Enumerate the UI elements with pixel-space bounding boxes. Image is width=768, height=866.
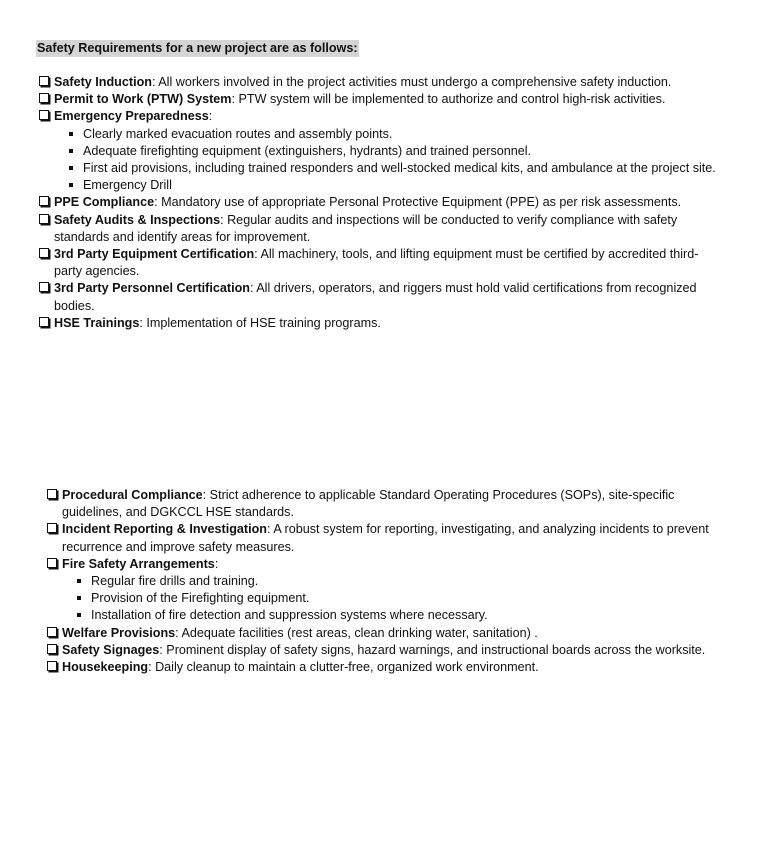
checkbox-bullet-icon bbox=[47, 489, 57, 499]
list-item-ppe-compliance bbox=[36, 194, 726, 211]
item-title: Incident Reporting & Investigation bbox=[62, 522, 268, 537]
square-bullet-icon bbox=[77, 613, 81, 617]
list-item-safety-signages bbox=[44, 642, 734, 659]
sublist-item bbox=[65, 143, 726, 160]
sublist-item bbox=[73, 590, 734, 607]
checkbox-bullet-icon bbox=[39, 214, 49, 224]
sublist-item bbox=[73, 607, 734, 624]
list-item-personnel-certification bbox=[36, 280, 726, 314]
checkbox-bullet-icon bbox=[47, 523, 57, 533]
emergency-sublist bbox=[65, 126, 726, 195]
checkbox-bullet-icon bbox=[47, 558, 57, 568]
list-item-procedural-compliance bbox=[44, 487, 734, 521]
fire-safety-sublist bbox=[73, 573, 734, 625]
item-text: : All workers involved in the project activities must undergo a comprehensive safety induction. bbox=[151, 75, 672, 89]
item-text: : All drivers, operators, and riggers must hold valid certifications from recognized bodies. bbox=[54, 281, 697, 313]
square-bullet-icon bbox=[77, 579, 81, 583]
checkbox-bullet-icon bbox=[39, 317, 49, 327]
square-bullet-icon bbox=[69, 183, 73, 187]
list-item-equipment-certification bbox=[36, 246, 726, 280]
checkbox-bullet-icon bbox=[39, 76, 49, 86]
item-title: Safety Induction bbox=[54, 75, 152, 89]
sublist-item bbox=[73, 573, 734, 590]
list-item-welfare-provisions bbox=[44, 625, 734, 642]
square-bullet-icon bbox=[77, 596, 81, 600]
sublist-text: Adequate firefighting equipment (extinguishers, hydrants) and trained personnel. bbox=[83, 143, 532, 158]
list-item-ptw-system bbox=[36, 91, 726, 108]
item-title: Permit to Work (PTW) System bbox=[54, 92, 232, 107]
list-item-safety-induction bbox=[36, 74, 726, 91]
item-text: : Adequate facilities (rest areas, clean drinking water, sanitation) . bbox=[175, 625, 538, 640]
item-text: : bbox=[214, 556, 219, 571]
sublist-item bbox=[65, 177, 726, 194]
item-title: Procedural Compliance bbox=[62, 488, 203, 502]
checkbox-bullet-icon bbox=[39, 110, 49, 120]
list-item-safety-audits bbox=[36, 212, 726, 246]
item-title: 3rd Party Equipment Certification bbox=[54, 247, 255, 262]
document-heading: Safety Requirements for a new project are as follows: bbox=[36, 40, 359, 57]
item-title: PPE Compliance bbox=[54, 195, 155, 210]
sublist-item bbox=[65, 126, 726, 143]
item-title: Fire Safety Arrangements bbox=[62, 556, 215, 571]
square-bullet-icon bbox=[69, 166, 73, 170]
sublist-text: Provision of the Firefighting equipment. bbox=[91, 591, 310, 606]
additional-requirements-list bbox=[44, 487, 734, 676]
square-bullet-icon bbox=[69, 149, 73, 153]
item-text: : Mandatory use of appropriate Personal Protective Equipment (PPE) as per risk assessments. bbox=[154, 195, 682, 210]
item-text: : Strict adherence to applicable Standard Operating Procedures (SOPs), site-specific guidelines, and DGKCCL HSE standards. bbox=[62, 488, 675, 520]
sublist-text: First aid provisions, including trained responders and well-stocked medical kits, and ambulance at the project site. bbox=[83, 161, 716, 176]
sublist-text: Regular fire drills and training. bbox=[91, 574, 259, 589]
item-title: Safety Audits & Inspections bbox=[54, 212, 221, 227]
item-title: Housekeeping bbox=[62, 660, 149, 675]
checkbox-bullet-icon bbox=[39, 248, 49, 258]
checkbox-bullet-icon bbox=[39, 93, 49, 103]
square-bullet-icon bbox=[69, 132, 73, 136]
checkbox-bullet-icon bbox=[39, 282, 49, 292]
list-item-incident-reporting bbox=[44, 521, 734, 555]
sublist-item bbox=[65, 160, 726, 177]
item-text: : Regular audits and inspections will be conducted to verify compliance with safety standards and identify areas for improvement. bbox=[54, 212, 678, 244]
sublist-text: Clearly marked evacuation routes and assembly points. bbox=[83, 126, 393, 141]
sublist-text: Emergency Drill bbox=[83, 178, 172, 193]
list-item-housekeeping bbox=[44, 659, 734, 676]
item-title: Welfare Provisions bbox=[62, 625, 176, 640]
item-text: : Implementation of HSE training programs. bbox=[139, 315, 381, 330]
item-text: : Daily cleanup to maintain a clutter-free, organized work environment. bbox=[148, 660, 539, 675]
list-item-hse-trainings bbox=[36, 315, 726, 332]
item-text: : All machinery, tools, and lifting equipment must be certified by accredited third-party agencies. bbox=[54, 247, 699, 279]
checkbox-bullet-icon bbox=[47, 661, 57, 671]
item-title: Safety Signages bbox=[62, 642, 160, 657]
list-item-fire-safety bbox=[44, 556, 734, 625]
item-title: Emergency Preparedness bbox=[54, 109, 209, 124]
item-text: : PTW system will be implemented to authorize and control high-risk activities. bbox=[231, 92, 666, 107]
item-title: 3rd Party Personnel Certification bbox=[54, 281, 250, 296]
item-text: : Prominent display of safety signs, hazard warnings, and instructional boards across the worksite. bbox=[159, 642, 706, 657]
checkbox-bullet-icon bbox=[39, 196, 49, 206]
item-text: : bbox=[208, 109, 213, 124]
item-title: HSE Trainings bbox=[54, 315, 140, 330]
checkbox-bullet-icon bbox=[47, 644, 57, 654]
safety-requirements-list bbox=[36, 74, 726, 332]
list-item-emergency-preparedness bbox=[36, 108, 726, 194]
sublist-text: Installation of fire detection and suppression systems where necessary. bbox=[91, 608, 488, 623]
checkbox-bullet-icon bbox=[47, 627, 57, 637]
item-text: : A robust system for reporting, investigating, and analyzing incidents to prevent recurrence and improve safety measures. bbox=[62, 522, 709, 554]
